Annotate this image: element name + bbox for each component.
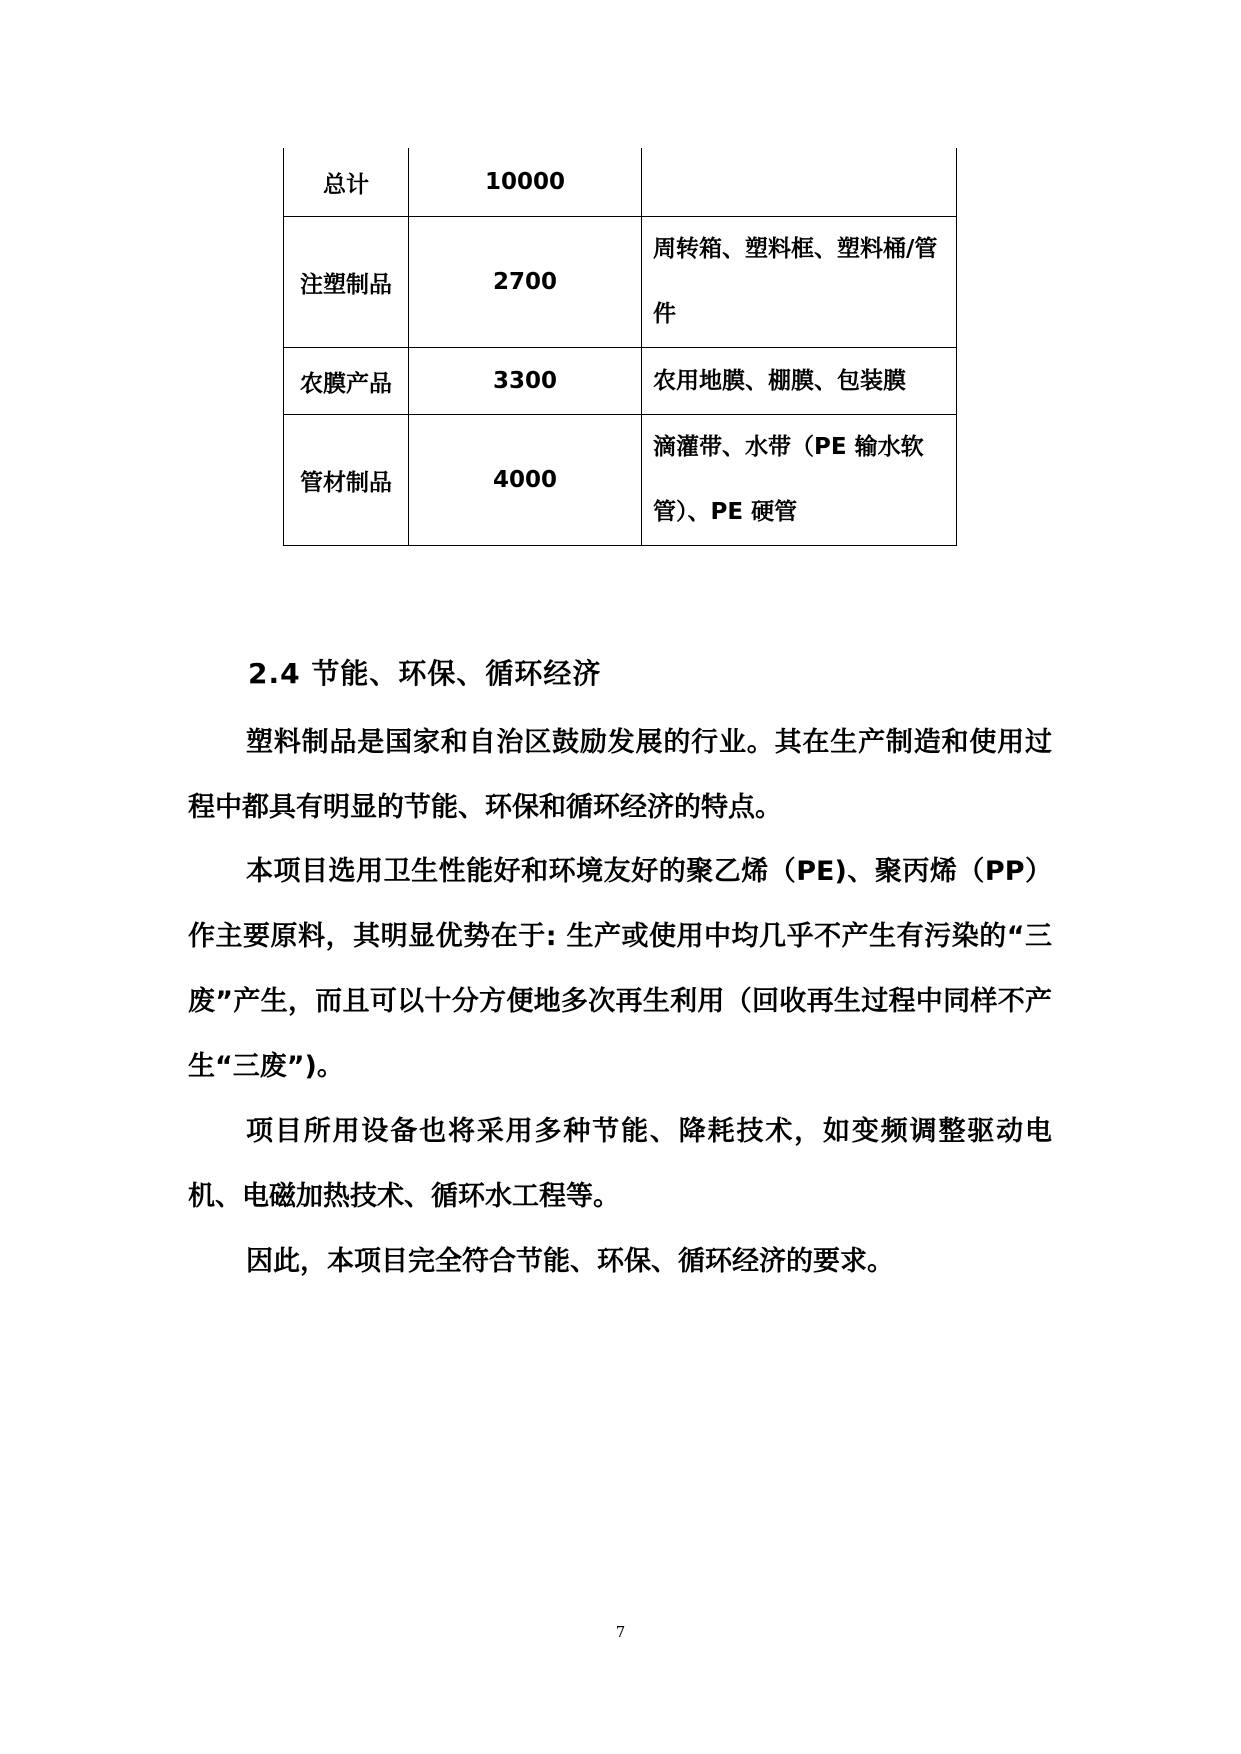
product-name-cell: 农膜产品 — [284, 348, 409, 415]
body-paragraph: 塑料制品是国家和自治区鼓励发展的行业。其在生产制造和使用过程中都具有明显的节能、环保和循环经济的特点。 — [188, 727, 1052, 823]
product-desc-cell: 周转箱、塑料框、塑料桶/管件 — [642, 217, 957, 348]
product-amount-cell: 10000 — [409, 148, 642, 217]
product-desc-cell — [642, 148, 957, 217]
product-name-cell: 管材制品 — [284, 415, 409, 546]
table-row-total — [284, 148, 957, 217]
body-paragraph: 因此，本项目完全符合节能、环保、循环经济的要求。 — [246, 1246, 894, 1277]
page-number: 7 — [615, 1623, 626, 1641]
table-row — [284, 217, 957, 348]
product-capacity-table — [283, 148, 957, 546]
product-desc-cell: 滴灌带、水带（PE 输水软管）、PE 硬管 — [642, 415, 957, 546]
product-amount-cell: 4000 — [409, 415, 642, 546]
table-row — [284, 415, 957, 546]
table-row — [284, 348, 957, 415]
body-paragraph: 项目所用设备也将采用多种节能、降耗技术，如变频调整驱动电机、电磁加热技术、循环水工程等。 — [188, 1116, 1052, 1212]
product-desc-cell: 农用地膜、棚膜、包装膜 — [642, 348, 957, 415]
product-name-cell: 注塑制品 — [284, 217, 409, 348]
body-paragraph: 本项目选用卫生性能好和环境友好的聚乙烯（PE)、聚丙烯（PP）作主要原料，其明显优势在于: 生产或使用中均几乎不产生有污染的“三废”产生，而且可以十分方便地多次再生利用（回收再生过程中同样不产生“三废”)。 — [188, 856, 1052, 1082]
product-name-cell: 总计 — [284, 148, 409, 217]
section-heading: 2.4 节能、环保、循环经济 — [248, 657, 602, 690]
product-amount-cell: 2700 — [409, 217, 642, 348]
product-amount-cell: 3300 — [409, 348, 642, 415]
